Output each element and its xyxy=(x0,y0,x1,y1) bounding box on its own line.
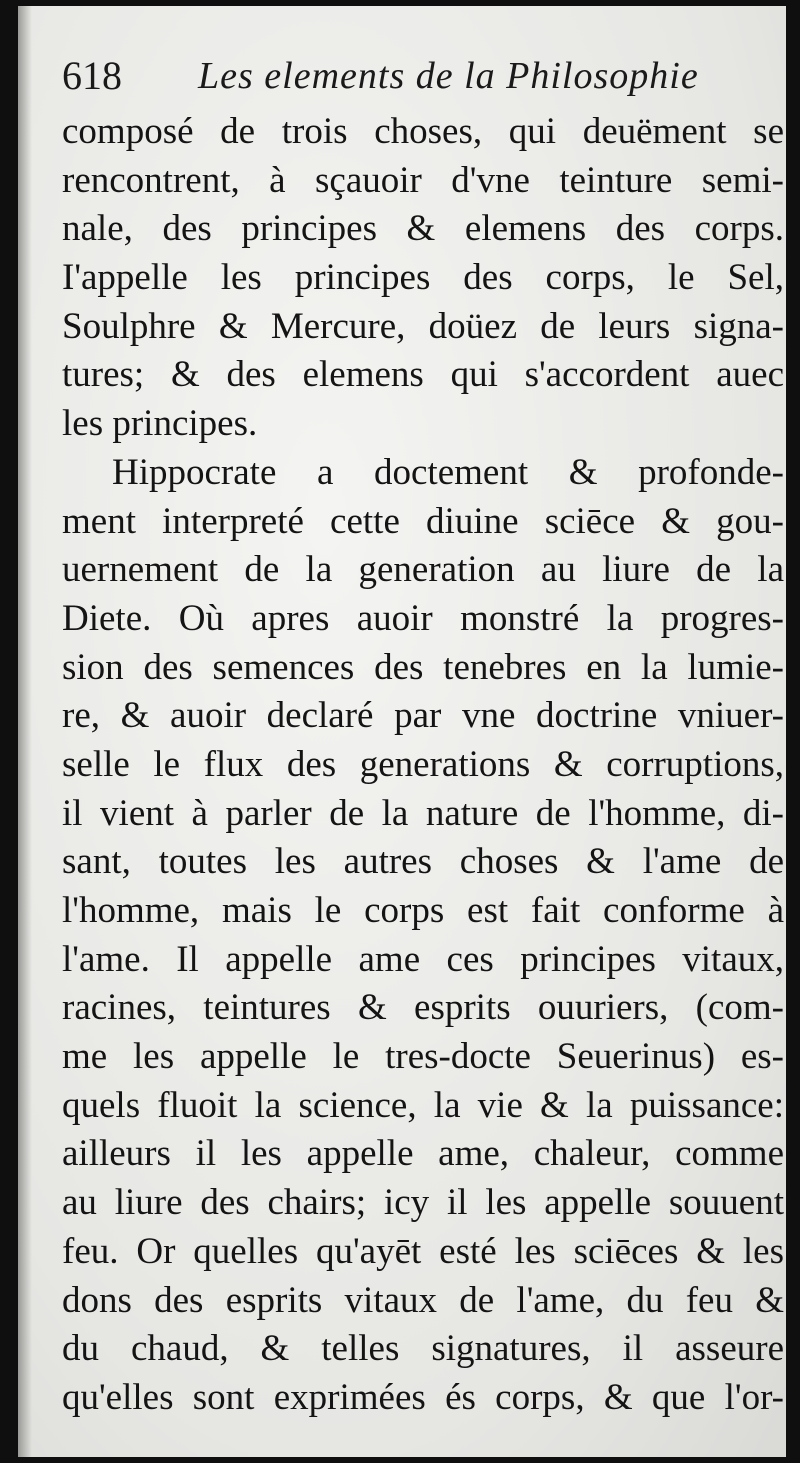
text-line: uernement de la generation au liure de la xyxy=(62,549,784,591)
text-line: qu'elles sont exprimées és corps, & que l'or- xyxy=(62,1376,784,1418)
text-line: Diete. Où apres auoir monstré la progres- xyxy=(62,597,784,639)
book-page xyxy=(18,6,786,1457)
text-line: l'ame. Il appelle ame ces principes vitaux, xyxy=(62,938,784,980)
running-head: Les elements de la Philosophie xyxy=(198,55,699,97)
text-line: composé de trois choses, qui deuëment se xyxy=(62,111,784,152)
text-line: dons des esprits vitaux de l'ame, du feu & xyxy=(62,1279,784,1321)
text-line: ailleurs il les appelle ame, chaleur, comme xyxy=(62,1133,784,1175)
text-line: rencontrent, à sçauoir d'vne teinture semi- xyxy=(62,159,784,201)
text-line: il vient à parler de la nature de l'homme, di- xyxy=(62,792,784,834)
text-line: me les appelle le tres-docte Seuerinus) es- xyxy=(62,1036,784,1078)
text-line: feu. Or quelles qu'ayēt esté les sciēces & les xyxy=(62,1230,784,1272)
text-line: l'homme, mais le corps est fait conforme à xyxy=(62,890,784,931)
text-line: tures; & des elemens qui s'accordent auec xyxy=(62,354,784,396)
text-line: quels fluoit la science, la vie & la puissance: xyxy=(62,1084,784,1126)
text-line: racines, teintures & esprits ouuriers, (com- xyxy=(62,987,784,1029)
body-text xyxy=(62,108,784,1423)
text-line: I'appelle les principes des corps, le Sel, xyxy=(62,257,784,299)
text-line: au liure des chairs; icy il les appelle souuent xyxy=(62,1182,784,1224)
text-line: sion des semences des tenebres en la lumie- xyxy=(62,646,784,688)
text-line: sant, toutes les autres choses & l'ame de xyxy=(62,841,784,883)
text-line: re, & auoir declaré par vne doctrine vniuer- xyxy=(62,695,784,737)
page-header xyxy=(62,46,782,106)
text-line: les principes. xyxy=(62,403,258,445)
text-line: selle le flux des generations & corruptions, xyxy=(62,743,784,785)
page-number: 618 xyxy=(62,53,122,98)
text-line: Hippocrate a doctement & profonde- xyxy=(112,451,784,493)
page-gutter-shadow xyxy=(18,6,32,1457)
text-line: Soulphre & Mercure, doüez de leurs signa- xyxy=(62,305,784,347)
text-line: ment interpreté cette diuine sciēce & gou- xyxy=(62,500,784,542)
text-line: du chaud, & telles signatures, il asseure xyxy=(62,1328,784,1370)
text-line: nale, des principes & elemens des corps. xyxy=(62,208,784,250)
